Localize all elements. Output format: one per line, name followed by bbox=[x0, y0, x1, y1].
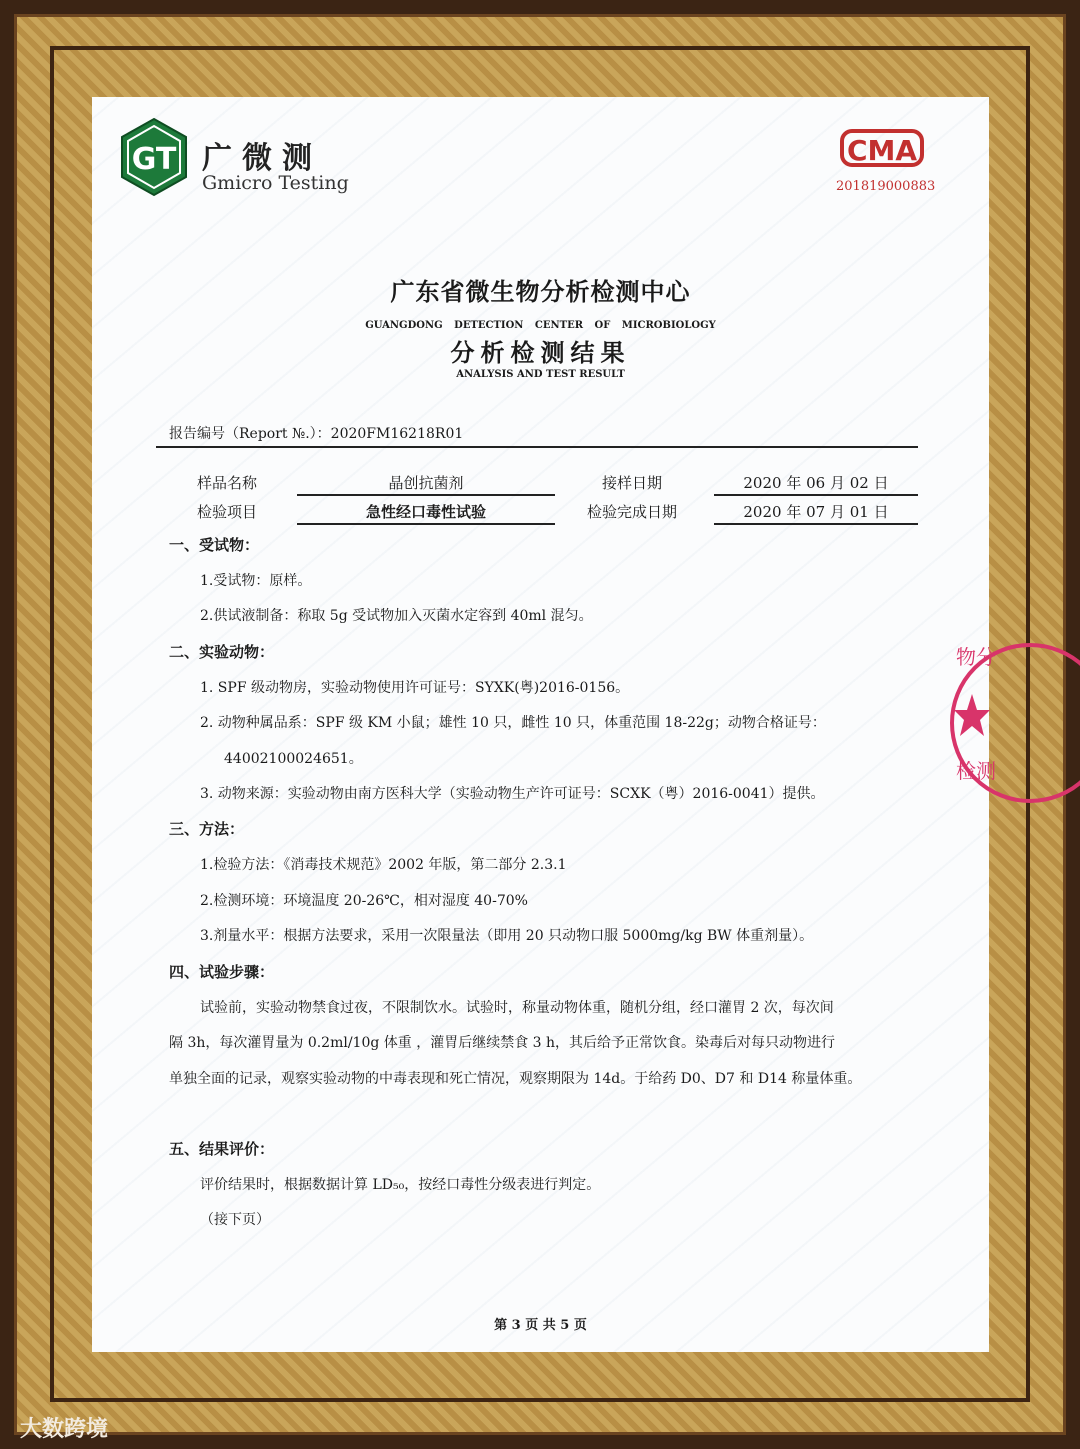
center-title: 广东省微生物分析检测中心 bbox=[390, 278, 691, 306]
section-4-para-line-3: 单独全面的记录，观察实验动物的中毒表现和死亡情况，观察期限为 14d。于给药 D0、D7 和 D14 称量体重。 bbox=[169, 1071, 862, 1087]
section-1-title: 一、受试物： bbox=[169, 536, 260, 554]
section-3-line-1: 1.检验方法：《消毒技术规范》2002 年版，第二部分 2.3.1 bbox=[200, 857, 567, 873]
cma-mark-icon bbox=[840, 127, 924, 169]
section-2-line-1: 1. SPF 级动物房，实验动物使用许可证号：SYXK(粤)2016-0156。 bbox=[200, 680, 630, 696]
cma-number: 201819000883 bbox=[836, 179, 936, 194]
sample-name-underline bbox=[297, 494, 555, 496]
test-item-value: 急性经口毒性试验 bbox=[365, 503, 486, 521]
test-item-label: 检验项目 bbox=[197, 503, 258, 521]
section-4-para-line-1: 试验前，实验动物禁食过夜，不限制饮水。试验时，称量动物体重，随机分组，经口灌胃 2 次，每次间 bbox=[200, 1000, 834, 1016]
official-stamp-icon bbox=[950, 632, 996, 814]
section-5-title: 五、结果评价： bbox=[169, 1140, 275, 1158]
result-title: 分析检测结果 bbox=[450, 339, 631, 367]
brand-name-cn: 广微测 bbox=[202, 141, 322, 176]
section-4-title: 四、试验步骤： bbox=[169, 963, 275, 981]
section-3-title: 三、方法： bbox=[169, 820, 245, 838]
section-1-line-1: 1.受试物：原样。 bbox=[200, 573, 312, 589]
receive-date-label: 接样日期 bbox=[602, 474, 663, 492]
logo-initials: GT bbox=[131, 142, 177, 177]
cma-text: CMA bbox=[846, 134, 918, 167]
result-title-en: ANALYSIS AND TEST RESULT bbox=[456, 369, 625, 380]
complete-date-label: 检验完成日期 bbox=[587, 503, 678, 521]
section-2-title: 二、实验动物： bbox=[169, 643, 275, 661]
watermark-text: 大数跨境 bbox=[20, 1417, 109, 1442]
report-page bbox=[92, 97, 996, 1352]
gt-logo-icon bbox=[120, 117, 188, 197]
page-number: 第 3 页 共 5 页 bbox=[494, 1318, 587, 1333]
watermark-logo bbox=[20, 1412, 108, 1443]
section-5-line-1: 评价结果时，根据数据计算 LD₅₀，按经口毒性分级表进行判定。 bbox=[200, 1177, 601, 1193]
receive-date-value: 2020 年 06 月 02 日 bbox=[743, 474, 889, 492]
section-2-line-3: 3. 动物来源：实验动物由南方医科大学（实验动物生产许可证号：SCXK（粤）2016-0041）提供。 bbox=[200, 786, 825, 802]
section-2-line-2b: 44002100024651。 bbox=[224, 751, 363, 767]
sample-name-value: 晶创抗菌剂 bbox=[388, 474, 464, 492]
test-item-underline bbox=[297, 523, 555, 525]
brand-name-en: Gmicro Testing bbox=[202, 172, 349, 194]
section-3-line-3: 3.剂量水平：根据方法要求，采用一次限量法（即用 20 只动物口服 5000mg/kg BW 体重剂量）。 bbox=[200, 928, 814, 944]
section-4-para-line-2: 隔 3h，每次灌胃量为 0.2ml/10g 体重 ，灌胃后继续禁食 3 h，其后给予正常饮食。染毒后对每只动物进行 bbox=[169, 1035, 836, 1051]
section-1-line-2: 2.供试液制备：称取 5g 受试物加入灭菌水定容到 40ml 混匀。 bbox=[200, 608, 593, 624]
section-3-line-2: 2.检测环境：环境温度 20-26℃，相对湿度 40-70% bbox=[200, 893, 528, 909]
sample-name-label: 样品名称 bbox=[197, 474, 258, 492]
stamp-text-bottom: 检测 bbox=[956, 759, 996, 783]
complete-date-value: 2020 年 07 月 01 日 bbox=[743, 503, 889, 521]
section-2-line-2: 2. 动物种属品系：SPF 级 KM 小鼠；雄性 10 只，雌性 10 只，体重范围 18-22g；动物合格证号： bbox=[200, 715, 826, 731]
complete-date-underline bbox=[714, 523, 918, 525]
center-title-en: GUANGDONG DETECTION CENTER OF MICROBIOLOGY bbox=[365, 320, 716, 331]
header-divider bbox=[156, 446, 918, 448]
receive-date-underline bbox=[714, 494, 918, 496]
stamp-text-top: 物分 bbox=[956, 645, 996, 669]
section-5-continued: （接下页） bbox=[200, 1212, 270, 1228]
report-number: 报告编号（Report №.）：2020FM16218R01 bbox=[169, 426, 464, 442]
